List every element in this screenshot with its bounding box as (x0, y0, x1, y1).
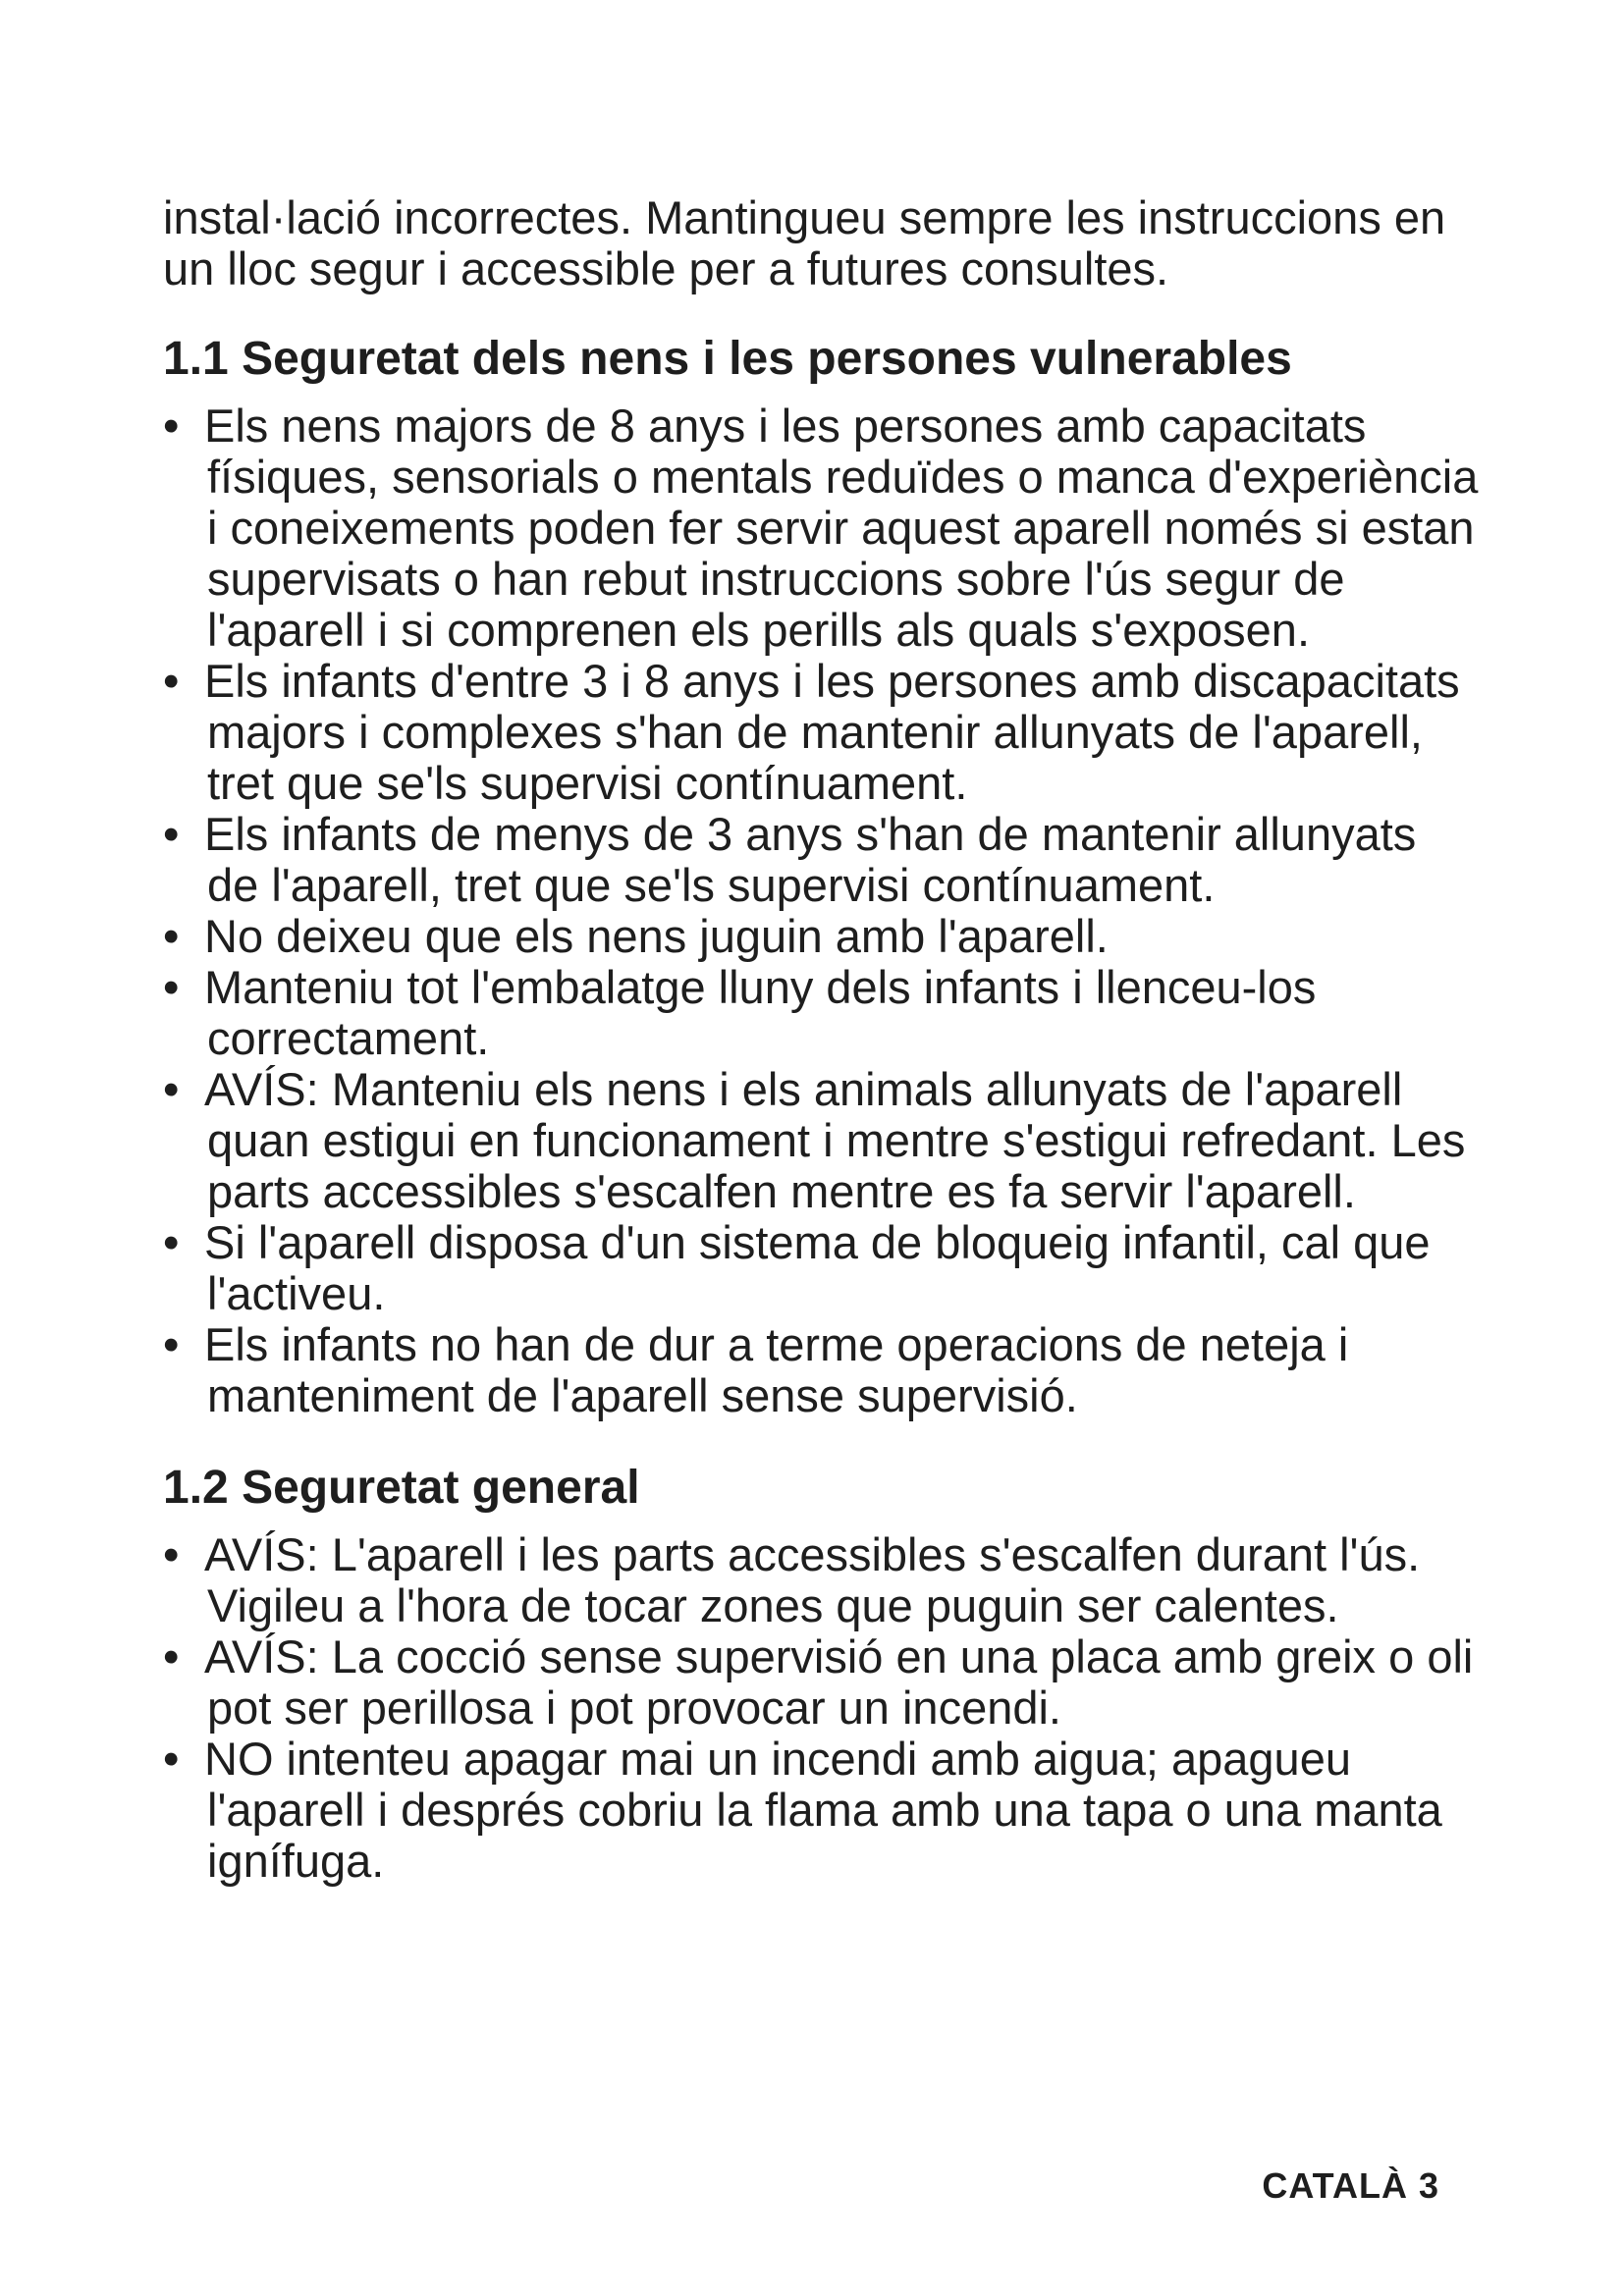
bullet-icon: • (163, 1216, 180, 1268)
bullet-icon: • (163, 1528, 180, 1580)
bullet-icon: • (163, 1630, 180, 1682)
bullet-icon: • (163, 1318, 180, 1370)
bullet-icon: • (163, 961, 180, 1013)
list-item: • Els infants no han de dur a terme operacions de neteja i manteniment de l'aparell sense supervisió. (163, 1318, 1349, 1421)
list-item: • Els nens majors de 8 anys i les persones amb capacitats físiques, sensorials o mentals reduïdes o manca d'experiència i coneixements poden fer servir aquest aparell només si estan supervisats o han rebut instruccions sobre l'ús segur de l'aparell i si comprenen els perills als quals s'exposen. (163, 400, 1479, 656)
list-item: • No deixeu que els nens juguin amb l'aparell. (163, 910, 1109, 962)
list-item: • AVÍS: L'aparell i les parts accessibles s'escalfen durant l'ús. Vigileu a l'hora de tocar zones que puguin ser calentes. (163, 1528, 1421, 1631)
list-item: • AVÍS: La cocció sense supervisió en una placa amb greix o oli pot ser perillosa i pot provocar un incendi. (163, 1630, 1474, 1734)
list-item: • Si l'aparell disposa d'un sistema de bloqueig infantil, cal que l'activeu. (163, 1216, 1431, 1319)
intro-paragraph: instal·lació incorrectes. Mantingueu sempre les instruccions en un lloc segur i accessible per a futures consultes. (163, 191, 1446, 294)
list-item: • Manteniu tot l'embalatge lluny dels infants i llenceu-los correctament. (163, 961, 1317, 1064)
list-item: • Els infants de menys de 3 anys s'han de mantenir allunyats de l'aparell, tret que se'ls supervisi contínuament. (163, 808, 1417, 911)
list-item: • Els infants d'entre 3 i 8 anys i les persones amb discapacitats majors i complexes s'han de mantenir allunyats de l'aparell, tret que se'ls supervisi contínuament. (163, 655, 1460, 809)
bullet-icon: • (163, 1063, 180, 1115)
bullet-icon: • (163, 400, 180, 452)
section-title-child-safety: 1.1 Seguretat dels nens i les persones vulnerables (163, 333, 1292, 385)
bullet-icon: • (163, 655, 180, 707)
bullet-icon: • (163, 910, 180, 962)
section-title-general-safety: 1.2 Seguretat general (163, 1462, 640, 1514)
child-safety-list (163, 400, 1479, 1421)
general-safety-list (163, 1529, 1479, 1887)
bullet-icon: • (163, 1733, 180, 1785)
bullet-icon: • (163, 808, 180, 860)
list-item: • AVÍS: Manteniu els nens i els animals allunyats de l'aparell quan estigui en funcionament i mentre s'estigui refredant. Les parts accessibles s'escalfen mentre es fa servir l'aparell. (163, 1063, 1466, 1217)
manual-page-content (163, 192, 1479, 1887)
list-item: • NO intenteu apagar mai un incendi amb aigua; apagueu l'aparell i després cobriu la flama amb una tapa o una manta ignífuga. (163, 1733, 1442, 1887)
page-footer-label: CATALÀ 3 (1262, 2165, 1439, 2206)
